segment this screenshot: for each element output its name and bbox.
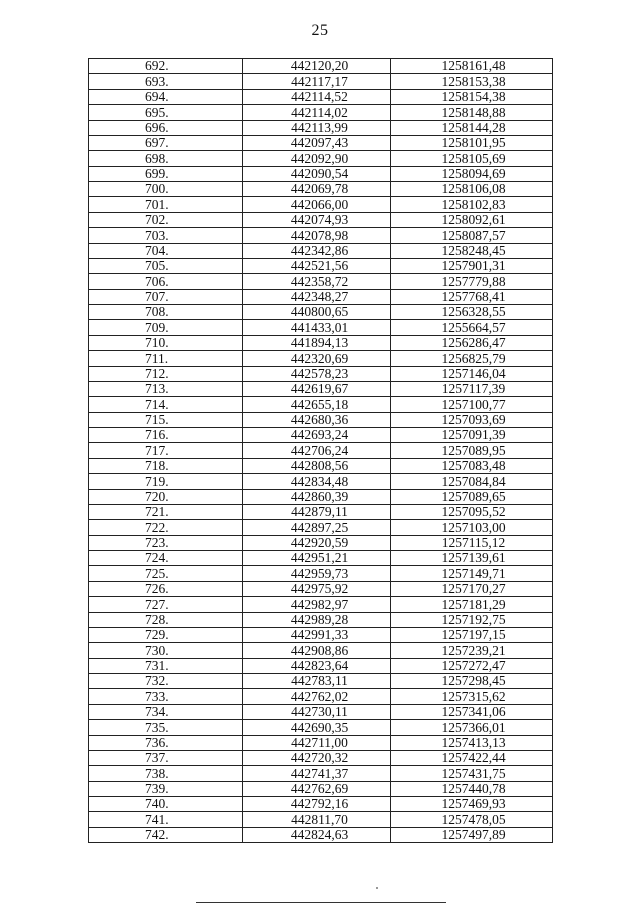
y-coordinate-cell: 1257146,04 (391, 366, 553, 381)
table-row (89, 812, 553, 827)
x-coordinate-cell: 442092,90 (243, 151, 391, 166)
x-coordinate-cell: 442069,78 (243, 182, 391, 197)
point-number-cell: 711. (89, 351, 243, 366)
x-coordinate-cell: 442342,86 (243, 243, 391, 258)
point-number-cell: 722. (89, 520, 243, 535)
point-number-cell: 739. (89, 781, 243, 796)
y-coordinate-cell: 1257117,39 (391, 381, 553, 396)
y-coordinate-cell: 1257100,77 (391, 397, 553, 412)
point-number-cell: 706. (89, 274, 243, 289)
x-coordinate-cell: 442074,93 (243, 212, 391, 227)
table-row (89, 74, 553, 89)
x-coordinate-cell: 442693,24 (243, 428, 391, 443)
y-coordinate-cell: 1258094,69 (391, 166, 553, 181)
x-coordinate-cell: 441894,13 (243, 335, 391, 350)
table-row (89, 597, 553, 612)
y-coordinate-cell: 1257093,69 (391, 412, 553, 427)
y-coordinate-cell: 1256286,47 (391, 335, 553, 350)
y-coordinate-cell: 1257192,75 (391, 612, 553, 627)
y-coordinate-cell: 1257341,06 (391, 704, 553, 719)
x-coordinate-cell: 442320,69 (243, 351, 391, 366)
y-coordinate-cell: 1257149,71 (391, 566, 553, 581)
x-coordinate-cell: 442711,00 (243, 735, 391, 750)
y-coordinate-cell: 1257272,47 (391, 658, 553, 673)
x-coordinate-cell: 442792,16 (243, 797, 391, 812)
x-coordinate-cell: 442120,20 (243, 59, 391, 74)
y-coordinate-cell: 1257239,21 (391, 643, 553, 658)
x-coordinate-cell: 442690,35 (243, 720, 391, 735)
table-row (89, 612, 553, 627)
point-number-cell: 738. (89, 766, 243, 781)
table-row (89, 428, 553, 443)
y-coordinate-cell: 1257469,93 (391, 797, 553, 812)
point-number-cell: 694. (89, 89, 243, 104)
table-row (89, 274, 553, 289)
point-number-cell: 698. (89, 151, 243, 166)
x-coordinate-cell: 442783,11 (243, 674, 391, 689)
y-coordinate-cell: 1257768,41 (391, 289, 553, 304)
x-coordinate-cell: 442706,24 (243, 443, 391, 458)
x-coordinate-cell: 442991,33 (243, 627, 391, 642)
x-coordinate-cell: 442834,48 (243, 474, 391, 489)
y-coordinate-cell: 1257139,61 (391, 551, 553, 566)
x-coordinate-cell: 442823,64 (243, 658, 391, 673)
point-number-cell: 699. (89, 166, 243, 181)
y-coordinate-cell: 1257366,01 (391, 720, 553, 735)
point-number-cell: 708. (89, 305, 243, 320)
y-coordinate-cell: 1258154,38 (391, 89, 553, 104)
x-coordinate-cell: 442975,92 (243, 581, 391, 596)
point-number-cell: 721. (89, 504, 243, 519)
x-coordinate-cell: 442066,00 (243, 197, 391, 212)
x-coordinate-cell: 442730,11 (243, 704, 391, 719)
point-number-cell: 707. (89, 289, 243, 304)
table-row (89, 135, 553, 150)
y-coordinate-cell: 1258105,69 (391, 151, 553, 166)
table-row (89, 781, 553, 796)
table-row (89, 335, 553, 350)
y-coordinate-cell: 1258092,61 (391, 212, 553, 227)
x-coordinate-cell: 442680,36 (243, 412, 391, 427)
point-number-cell: 735. (89, 720, 243, 735)
x-coordinate-cell: 442989,28 (243, 612, 391, 627)
y-coordinate-cell: 1257779,88 (391, 274, 553, 289)
point-number-cell: 716. (89, 428, 243, 443)
table-row (89, 151, 553, 166)
y-coordinate-cell: 1258248,45 (391, 243, 553, 258)
y-coordinate-cell: 1257413,13 (391, 735, 553, 750)
table-row (89, 89, 553, 104)
table-row (89, 658, 553, 673)
y-coordinate-cell: 1257089,65 (391, 489, 553, 504)
point-number-cell: 701. (89, 197, 243, 212)
point-number-cell: 714. (89, 397, 243, 412)
table-row (89, 305, 553, 320)
point-number-cell: 715. (89, 412, 243, 427)
x-coordinate-cell: 442358,72 (243, 274, 391, 289)
point-number-cell: 713. (89, 381, 243, 396)
y-coordinate-cell: 1257478,05 (391, 812, 553, 827)
point-number-cell: 725. (89, 566, 243, 581)
table-row (89, 397, 553, 412)
y-coordinate-cell: 1257440,78 (391, 781, 553, 796)
table-row (89, 750, 553, 765)
point-number-cell: 717. (89, 443, 243, 458)
x-coordinate-cell: 442113,99 (243, 120, 391, 135)
table-row (89, 212, 553, 227)
table-row (89, 581, 553, 596)
y-coordinate-cell: 1257084,84 (391, 474, 553, 489)
point-number-cell: 712. (89, 366, 243, 381)
table-row (89, 381, 553, 396)
y-coordinate-cell: 1257315,62 (391, 689, 553, 704)
table-row (89, 520, 553, 535)
x-coordinate-cell: 442078,98 (243, 228, 391, 243)
x-coordinate-cell: 442114,52 (243, 89, 391, 104)
x-coordinate-cell: 442897,25 (243, 520, 391, 535)
y-coordinate-cell: 1257089,95 (391, 443, 553, 458)
table-row (89, 182, 553, 197)
x-coordinate-cell: 442959,73 (243, 566, 391, 581)
y-coordinate-cell: 1258101,95 (391, 135, 553, 150)
x-coordinate-cell: 442720,32 (243, 750, 391, 765)
y-coordinate-cell: 1258087,57 (391, 228, 553, 243)
table-row (89, 197, 553, 212)
table-row (89, 766, 553, 781)
table-row (89, 504, 553, 519)
table-row (89, 258, 553, 273)
y-coordinate-cell: 1255664,57 (391, 320, 553, 335)
point-number-cell: 726. (89, 581, 243, 596)
x-coordinate-cell: 442741,37 (243, 766, 391, 781)
y-coordinate-cell: 1257095,52 (391, 504, 553, 519)
table-row (89, 366, 553, 381)
point-number-cell: 742. (89, 827, 243, 842)
point-number-cell: 737. (89, 750, 243, 765)
x-coordinate-cell: 441433,01 (243, 320, 391, 335)
table-row (89, 627, 553, 642)
table-row (89, 827, 553, 842)
table-row (89, 443, 553, 458)
x-coordinate-cell: 442951,21 (243, 551, 391, 566)
point-number-cell: 710. (89, 335, 243, 350)
point-number-cell: 692. (89, 59, 243, 74)
y-coordinate-cell: 1257170,27 (391, 581, 553, 596)
table-row (89, 166, 553, 181)
table-row (89, 643, 553, 658)
point-number-cell: 704. (89, 243, 243, 258)
x-coordinate-cell: 442908,86 (243, 643, 391, 658)
y-coordinate-cell: 1258102,83 (391, 197, 553, 212)
x-coordinate-cell: 442117,17 (243, 74, 391, 89)
table-row (89, 289, 553, 304)
y-coordinate-cell: 1256328,55 (391, 305, 553, 320)
point-number-cell: 736. (89, 735, 243, 750)
y-coordinate-cell: 1258148,88 (391, 105, 553, 120)
table-row (89, 735, 553, 750)
table-row (89, 489, 553, 504)
y-coordinate-cell: 1256825,79 (391, 351, 553, 366)
x-coordinate-cell: 442811,70 (243, 812, 391, 827)
y-coordinate-cell: 1257181,29 (391, 597, 553, 612)
point-number-cell: 720. (89, 489, 243, 504)
x-coordinate-cell: 442578,23 (243, 366, 391, 381)
point-number-cell: 693. (89, 74, 243, 89)
y-coordinate-cell: 1258153,38 (391, 74, 553, 89)
y-coordinate-cell: 1257431,75 (391, 766, 553, 781)
point-number-cell: 741. (89, 812, 243, 827)
y-coordinate-cell: 1257091,39 (391, 428, 553, 443)
point-number-cell: 703. (89, 228, 243, 243)
x-coordinate-cell: 442521,56 (243, 258, 391, 273)
point-number-cell: 697. (89, 135, 243, 150)
point-number-cell: 723. (89, 535, 243, 550)
table-row (89, 412, 553, 427)
point-number-cell: 733. (89, 689, 243, 704)
point-number-cell: 705. (89, 258, 243, 273)
page-number: 25 (311, 22, 329, 39)
table-row (89, 720, 553, 735)
y-coordinate-cell: 1258106,08 (391, 182, 553, 197)
y-coordinate-cell: 1257103,00 (391, 520, 553, 535)
table-row (89, 689, 553, 704)
x-coordinate-cell: 442114,02 (243, 105, 391, 120)
point-number-cell: 732. (89, 674, 243, 689)
table-row (89, 704, 553, 719)
x-coordinate-cell: 442824,63 (243, 827, 391, 842)
x-coordinate-cell: 442090,54 (243, 166, 391, 181)
x-coordinate-cell: 442619,67 (243, 381, 391, 396)
point-number-cell: 719. (89, 474, 243, 489)
x-coordinate-cell: 442762,02 (243, 689, 391, 704)
y-coordinate-cell: 1258161,48 (391, 59, 553, 74)
point-number-cell: 740. (89, 797, 243, 812)
point-number-cell: 696. (89, 120, 243, 135)
footer-rule (196, 902, 446, 903)
x-coordinate-cell: 442920,59 (243, 535, 391, 550)
x-coordinate-cell: 442982,97 (243, 597, 391, 612)
table-row (89, 320, 553, 335)
point-number-cell: 734. (89, 704, 243, 719)
point-number-cell: 730. (89, 643, 243, 658)
x-coordinate-cell: 442808,56 (243, 458, 391, 473)
table-row (89, 566, 553, 581)
table-row (89, 551, 553, 566)
y-coordinate-cell: 1258144,28 (391, 120, 553, 135)
x-coordinate-cell: 442097,43 (243, 135, 391, 150)
x-coordinate-cell: 442860,39 (243, 489, 391, 504)
table-row (89, 59, 553, 74)
table-row (89, 228, 553, 243)
table-row (89, 105, 553, 120)
table-row (89, 474, 553, 489)
coordinates-table-body (89, 59, 553, 843)
point-number-cell: 718. (89, 458, 243, 473)
table-row (89, 243, 553, 258)
point-number-cell: 695. (89, 105, 243, 120)
y-coordinate-cell: 1257901,31 (391, 258, 553, 273)
scan-speck (376, 887, 378, 889)
point-number-cell: 709. (89, 320, 243, 335)
table-row (89, 351, 553, 366)
x-coordinate-cell: 442348,27 (243, 289, 391, 304)
point-number-cell: 728. (89, 612, 243, 627)
y-coordinate-cell: 1257422,44 (391, 750, 553, 765)
x-coordinate-cell: 442762,69 (243, 781, 391, 796)
table-row (89, 535, 553, 550)
coordinates-table (88, 58, 553, 843)
x-coordinate-cell: 440800,65 (243, 305, 391, 320)
x-coordinate-cell: 442655,18 (243, 397, 391, 412)
point-number-cell: 700. (89, 182, 243, 197)
y-coordinate-cell: 1257497,89 (391, 827, 553, 842)
table-row (89, 674, 553, 689)
point-number-cell: 729. (89, 627, 243, 642)
x-coordinate-cell: 442879,11 (243, 504, 391, 519)
y-coordinate-cell: 1257197,15 (391, 627, 553, 642)
point-number-cell: 702. (89, 212, 243, 227)
point-number-cell: 724. (89, 551, 243, 566)
point-number-cell: 731. (89, 658, 243, 673)
table-row (89, 797, 553, 812)
table-row (89, 120, 553, 135)
point-number-cell: 727. (89, 597, 243, 612)
y-coordinate-cell: 1257083,48 (391, 458, 553, 473)
table-row (89, 458, 553, 473)
y-coordinate-cell: 1257298,45 (391, 674, 553, 689)
y-coordinate-cell: 1257115,12 (391, 535, 553, 550)
